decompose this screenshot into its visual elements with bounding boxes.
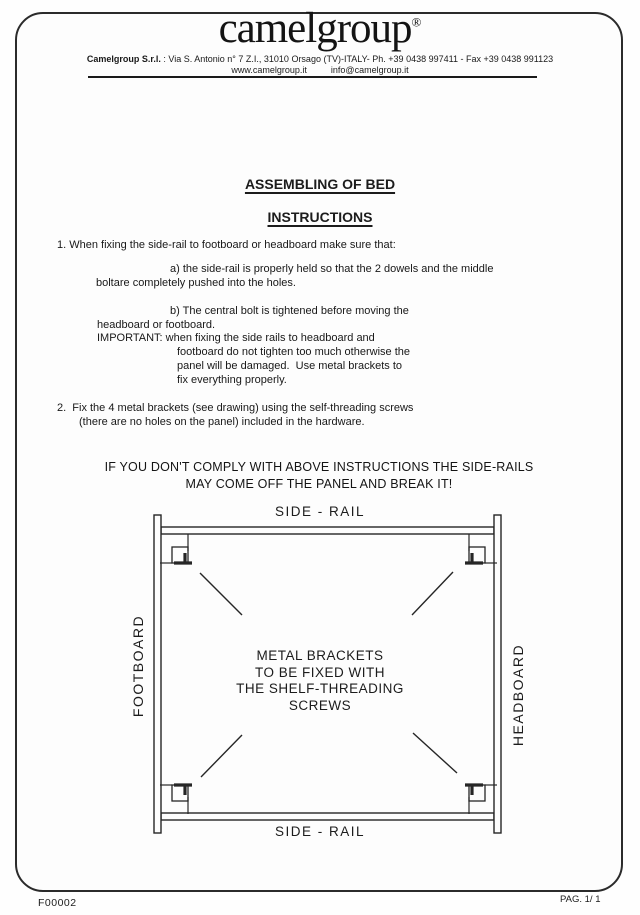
website-link: www.camelgroup.it <box>231 65 307 75</box>
header-divider <box>88 76 537 78</box>
metal-bracket-icon <box>160 785 192 814</box>
registered-mark-icon: ® <box>411 14 422 30</box>
document-subtitle: INSTRUCTIONS <box>267 209 373 225</box>
side-rail-top-line <box>161 527 494 534</box>
step1a-line2: boltare completely pushed into the holes. <box>96 277 296 289</box>
step1a-line1: a) the side-rail is properly held so that the 2 dowels and the middle <box>170 263 494 275</box>
step2-line2: (there are no holes on the panel) included in the hardware. <box>79 416 365 428</box>
document-title: ASSEMBLING OF BED <box>244 176 396 192</box>
step1b-line2: headboard or footboard. <box>97 319 216 331</box>
metal-bracket-icon <box>465 785 497 814</box>
metal-bracket-icon <box>465 534 497 563</box>
page-number: PAG. 1/ 1 <box>560 894 601 905</box>
company-contacts <box>0 65 640 75</box>
warning-line1: IF YOU DON'T COMPLY WITH ABOVE INSTRUCTIONS THE SIDE-RAILS <box>104 460 534 474</box>
footboard-label: FOOTBOARD <box>130 614 146 718</box>
logo-text: camelgroup <box>218 5 412 52</box>
pointer-line-top-right <box>412 572 453 615</box>
step2-line1: 2. Fix the 4 metal brackets (see drawing) using the self-threading screws <box>57 402 414 414</box>
pointer-line-bottom-right <box>413 733 457 773</box>
step1-text: 1. When fixing the side-rail to footboard or headboard make sure that: <box>57 239 396 251</box>
side-rail-top-label: SIDE - RAIL <box>274 504 366 519</box>
warning-line2: MAY COME OFF THE PANEL AND BREAK IT! <box>185 477 453 491</box>
company-logo <box>0 4 640 53</box>
pointer-line-top-left <box>200 573 242 615</box>
important-line4: fix everything properly. <box>177 374 287 386</box>
metal-bracket-icon <box>160 534 192 563</box>
email-link: info@camelgroup.it <box>330 65 409 75</box>
document-code: F00002 <box>38 897 77 909</box>
important-line3: panel will be damaged. Use metal brackets to <box>177 360 403 372</box>
step1b-line1: b) The central bolt is tightened before moving the <box>170 305 409 317</box>
address-details: : Via S. Antonio n° 7 Z.I., 31010 Orsago (TV)-ITALY- Ph. +39 0438 997411 - Fax +39 0438 991123 <box>160 54 554 64</box>
center-note-line3: THE SHELF-THREADING <box>236 681 404 696</box>
important-line2: footboard do not tighten too much otherwise the <box>177 346 410 358</box>
center-note-line1: METAL BRACKETS <box>256 648 384 663</box>
side-rail-bottom-line <box>161 813 494 820</box>
pointer-line-bottom-left <box>201 735 242 777</box>
company-name: Camelgroup S.r.l. <box>86 54 161 64</box>
important-line1: IMPORTANT: when fixing the side rails to headboard and <box>97 332 375 344</box>
center-note <box>120 648 520 714</box>
company-address <box>0 54 640 64</box>
headboard-label: HEADBOARD <box>510 643 526 747</box>
center-note-line4: SCREWS <box>288 697 352 713</box>
center-note-line2: TO BE FIXED WITH <box>254 664 385 680</box>
side-rail-bottom-label: SIDE - RAIL <box>274 824 366 839</box>
